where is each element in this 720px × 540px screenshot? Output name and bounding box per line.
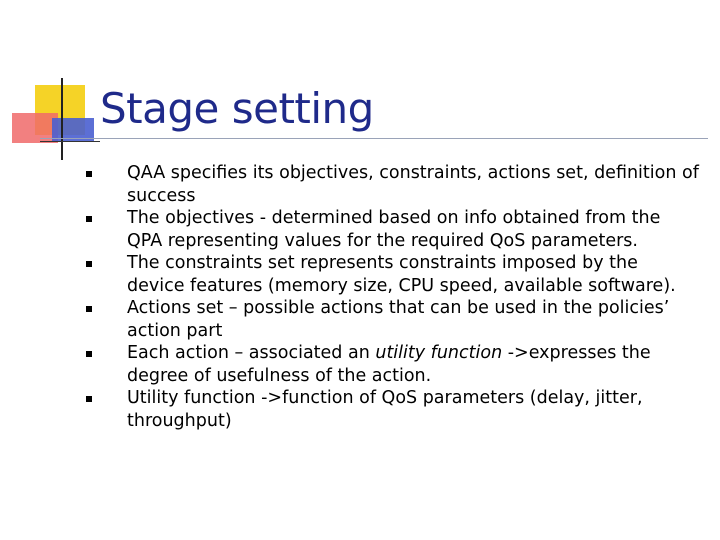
title-underline [40,138,708,139]
bullet-item [0,207,720,252]
square-bullet-icon [86,351,92,357]
square-bullet-icon [86,396,92,402]
square-bullet-icon [86,216,92,222]
square-bullet-icon [86,261,92,267]
bullet-item [0,162,720,207]
bullet-item [0,342,720,387]
bullet-item [0,297,720,342]
bullet-text-pre: Each action – associated an [127,343,376,363]
bullet-text-post: ->expresses the degree of usefulness of the action. [127,343,651,386]
bullet-text: QAA specifies its objectives, constraints, actions set, definition of success [127,163,699,206]
slide-title: Stage setting [100,84,374,133]
bullet-text: Utility function ->function of QoS parameters (delay, jitter, throughput) [127,388,643,431]
bullet-text: The objectives - determined based on info obtained from the QPA representing values for the required QoS parameters. [127,208,661,251]
title-underline-accent [40,141,100,142]
square-bullet-icon [86,171,92,177]
decorative-vertical-line [61,78,63,160]
bullet-text: The constraints set represents constraints imposed by the device features (memory size, CPU speed, available software). [127,253,676,296]
bullet-item [0,387,720,432]
bullet-text: Actions set – possible actions that can be used in the policies’ action part [127,298,670,341]
bullet-text-emphasis: utility function [375,343,503,363]
bullet-list [0,162,720,432]
bullet-item [0,252,720,297]
square-bullet-icon [86,306,92,312]
